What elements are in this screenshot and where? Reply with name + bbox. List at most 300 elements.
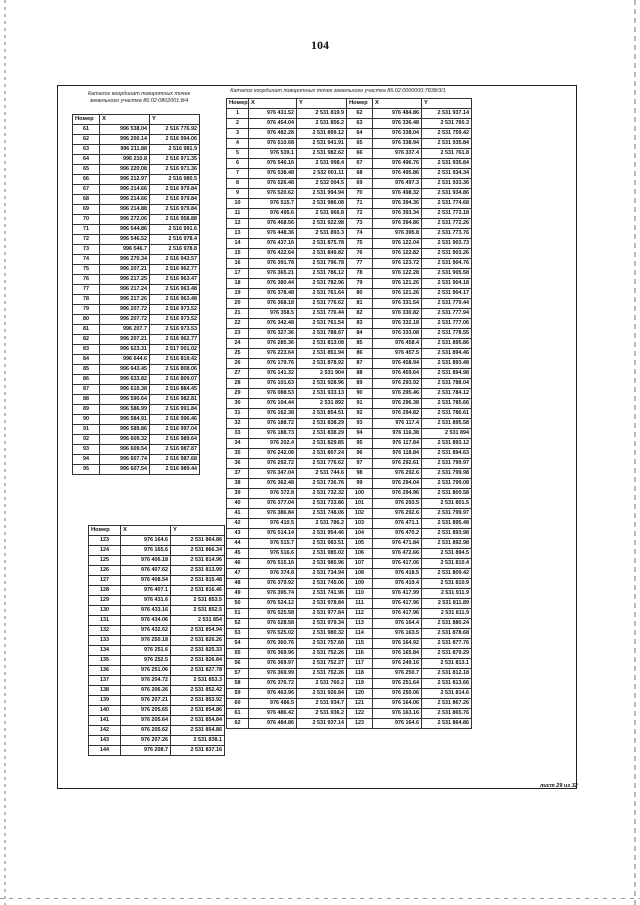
x-coordinate-cell: 976 510.68 [249,139,297,149]
point-number-cell: 8 [227,179,249,189]
column-header-x: X [100,115,150,125]
point-number-cell: 127 [89,576,121,586]
point-number-cell: 61 [73,125,100,135]
x-coordinate-cell: 976 498.32 [373,189,422,199]
table-row [227,389,347,399]
point-number-cell: 32 [227,419,249,429]
y-coordinate-cell: 2 531 903.26 [422,249,472,259]
y-coordinate-cell: 2 531 899.12 [297,129,347,139]
point-number-cell: 123 [89,536,121,546]
point-number-cell: 69 [347,179,373,189]
y-coordinate-cell: 2 516 973.52 [150,305,200,315]
point-number-cell: 78 [347,269,373,279]
table-row [227,539,347,549]
table-row [227,409,347,419]
y-coordinate-cell: 2 516 991.84 [150,405,200,415]
y-coordinate-cell: 2 516 978.4 [150,235,200,245]
y-coordinate-cell: 2 531 978.84 [297,599,347,609]
y-coordinate-cell: 2 531 741.96 [297,589,347,599]
x-coordinate-cell: 976 514.14 [249,529,297,539]
point-number-cell: 136 [89,666,121,676]
scan-edge-right [634,0,636,905]
y-coordinate-cell: 2 531 784.12 [422,389,472,399]
y-coordinate-cell: 2 531 799.08 [422,479,472,489]
y-coordinate-cell: 2 531 865.76 [422,709,472,719]
point-number-cell: 78 [73,295,100,305]
table-row [347,699,472,709]
table-row [227,529,347,539]
table-row [227,569,347,579]
point-number-cell: 73 [73,245,100,255]
y-coordinate-cell: 2 531 903.73 [422,239,472,249]
point-number-cell: 129 [89,596,121,606]
x-coordinate-cell: 976 337.4 [373,149,422,159]
point-number-cell: 51 [227,609,249,619]
point-number-cell: 99 [347,479,373,489]
y-coordinate-cell: 2 531 733.86 [297,499,347,509]
y-coordinate-cell: 2 531 732.32 [297,489,347,499]
point-number-cell: 14 [227,239,249,249]
point-number-cell: 92 [73,435,100,445]
y-coordinate-cell: 2 531 759.42 [422,129,472,139]
x-coordinate-cell: 976 294.04 [373,479,422,489]
table-row [89,556,225,566]
table-row [347,129,472,139]
y-coordinate-cell: 2 516 997.04 [150,425,200,435]
column-header-y: Y [422,99,472,109]
table-row [73,355,200,365]
point-number-cell: 77 [73,285,100,295]
point-number-cell: 1 [227,109,249,119]
x-coordinate-cell: 976 294.82 [373,409,422,419]
x-coordinate-cell: 976 207.26 [121,736,171,746]
y-coordinate-cell: 2 531 880.24 [422,619,472,629]
y-coordinate-cell: 2 531 801.5 [422,499,472,509]
y-coordinate-cell: 2 531 851.94 [297,349,347,359]
y-coordinate-cell: 2 531 796.78 [297,259,347,269]
y-coordinate-cell: 2 532 001.11 [297,169,347,179]
point-number-cell: 21 [227,309,249,319]
table-row [347,259,472,269]
table-row [347,219,472,229]
x-coordinate-cell: 976 471.1 [373,519,422,529]
table-row [227,189,347,199]
y-coordinate-cell: 2 531 838.29 [297,419,347,429]
point-number-cell: 77 [347,259,373,269]
x-coordinate-cell: 996 544.86 [100,225,150,235]
x-coordinate-cell: 976 369.97 [249,659,297,669]
y-coordinate-cell: 2 531 761.8 [422,149,472,159]
y-coordinate-cell: 2 516 958.88 [150,215,200,225]
x-coordinate-cell: 976 205.62 [121,726,171,736]
y-coordinate-cell: 2 531 837.16 [171,746,225,756]
y-coordinate-cell: 2 531 799.97 [422,459,472,469]
table-row [227,609,347,619]
x-coordinate-cell: 976 525.58 [249,609,297,619]
x-coordinate-cell: 976 118.84 [373,449,422,459]
y-coordinate-cell: 2 531 736.76 [297,479,347,489]
y-coordinate-cell: 2 516 979.84 [150,185,200,195]
table-row [227,649,347,659]
table-row [89,736,225,746]
y-coordinate-cell: 2 531 788.67 [297,329,347,339]
table-row [227,119,347,129]
y-coordinate-cell: 2 531 799.97 [422,509,472,519]
y-coordinate-cell: 2 516 819.42 [150,355,200,365]
table-row [347,479,472,489]
point-number-cell: 86 [347,349,373,359]
x-coordinate-cell: 976 205.65 [121,706,171,716]
coordinates-table-lower-left [88,525,225,756]
y-coordinate-cell: 2 516 987.87 [150,445,200,455]
x-coordinate-cell: 996 589.86 [100,425,150,435]
x-coordinate-cell: 976 164.6 [373,719,422,729]
y-coordinate-cell: 2 516 973.52 [150,315,200,325]
x-coordinate-cell: 976 526.48 [249,179,297,189]
point-number-cell: 75 [73,265,100,275]
table-row [347,359,472,369]
point-number-cell: 89 [73,405,100,415]
x-coordinate-cell: 976 165.84 [373,649,422,659]
point-number-cell: 130 [89,606,121,616]
x-coordinate-cell: 976 393.34 [373,209,422,219]
table-row [89,606,225,616]
y-coordinate-cell: 2 531 878.68 [422,629,472,639]
x-coordinate-cell: 976 188.72 [249,419,297,429]
y-coordinate-cell: 2 531 877.76 [422,639,472,649]
table-row [227,509,347,519]
y-coordinate-cell: 2 516 776.92 [150,125,200,135]
point-number-cell: 111 [347,599,373,609]
y-coordinate-cell: 2 531 829.85 [297,439,347,449]
x-coordinate-cell: 996 207.72 [100,305,150,315]
point-number-cell: 80 [73,315,100,325]
y-coordinate-cell: 2 531 878.92 [297,359,347,369]
y-coordinate-cell: 2 531 786.61 [422,409,472,419]
point-number-cell: 33 [227,429,249,439]
table-row [347,299,472,309]
x-coordinate-cell: 976 463.96 [249,689,297,699]
point-number-cell: 138 [89,686,121,696]
table-row [227,289,347,299]
x-coordinate-cell: 976 458.94 [373,359,422,369]
table-row [227,589,347,599]
table-row [89,746,225,756]
table-row [347,469,472,479]
point-number-cell: 92 [347,409,373,419]
x-coordinate-cell: 976 250.18 [121,636,171,646]
point-number-cell: 50 [227,599,249,609]
point-number-cell: 38 [227,479,249,489]
y-coordinate-cell: 2 531 776.44 [297,309,347,319]
y-coordinate-cell: 2 516 963.47 [150,275,200,285]
point-number-cell: 37 [227,469,249,479]
point-number-cell: 43 [227,529,249,539]
x-coordinate-cell: 976 374.8 [249,569,297,579]
table-row [227,469,347,479]
point-number-cell: 16 [227,259,249,269]
x-coordinate-cell: 976 408.54 [121,576,171,586]
table-row [347,229,472,239]
x-coordinate-cell: 996 546.52 [100,235,150,245]
point-number-cell: 70 [73,215,100,225]
y-coordinate-cell: 2 531 825.33 [171,646,225,656]
y-coordinate-cell: 2 531 788.04 [422,379,472,389]
y-coordinate-cell: 2 516 808.06 [150,365,200,375]
table-row [227,619,347,629]
table-row [73,145,200,155]
point-number-cell: 88 [73,395,100,405]
x-coordinate-cell: 976 342.48 [249,319,297,329]
point-number-cell: 61 [227,709,249,719]
point-number-cell: 106 [347,549,373,559]
point-number-cell: 4 [227,139,249,149]
y-coordinate-cell: 2 531 864.86 [171,536,225,546]
table-row [227,439,347,449]
y-coordinate-cell: 2 531 761.54 [297,319,347,329]
y-coordinate-cell: 2 516 994.06 [150,135,200,145]
table-row [347,659,472,669]
point-number-cell: 57 [227,669,249,679]
table-row [227,579,347,589]
point-number-cell: 3 [227,129,249,139]
point-number-cell: 81 [73,325,100,335]
point-number-cell: 58 [227,679,249,689]
point-number-cell: 83 [73,345,100,355]
x-coordinate-cell: 976 486.5 [249,699,297,709]
y-coordinate-cell: 2 531 856.2 [297,119,347,129]
x-coordinate-cell: 976 251.6 [121,646,171,656]
x-coordinate-cell: 976 520.62 [249,189,297,199]
x-coordinate-cell: 976 468.56 [249,219,297,229]
table-row [89,706,225,716]
table-row [89,656,225,666]
y-coordinate-cell: 2 531 779.44 [422,299,472,309]
x-coordinate-cell: 976 104.44 [249,399,297,409]
y-coordinate-cell: 2 531 894.98 [422,369,472,379]
table-row [347,149,472,159]
y-coordinate-cell: 2 531 776.62 [297,459,347,469]
page-number: 104 [311,38,329,52]
table-row [347,349,472,359]
x-coordinate-cell: 996 217.25 [100,275,150,285]
point-number-cell: 107 [347,559,373,569]
table-row [347,599,472,609]
x-coordinate-cell: 996 610.38 [100,385,150,395]
point-number-cell: 84 [73,355,100,365]
x-coordinate-cell: 976 164.92 [373,639,422,649]
y-coordinate-cell: 2 516 943.57 [150,255,200,265]
table-row [73,385,200,395]
point-number-cell: 100 [347,489,373,499]
y-coordinate-cell: 2 531 785.66 [422,399,472,409]
y-coordinate-cell: 2 531 760.3 [422,119,472,129]
table-row [347,339,472,349]
y-coordinate-cell: 2 531 838.1 [171,736,225,746]
table-row [89,616,225,626]
table-row [89,696,225,706]
table-row [227,549,347,559]
point-number-cell: 87 [347,359,373,369]
point-number-cell: 35 [227,449,249,459]
y-coordinate-cell: 2 531 745.06 [297,579,347,589]
y-coordinate-cell: 2 531 867.26 [422,699,472,709]
y-coordinate-cell: 2 531 826.84 [171,656,225,666]
x-coordinate-cell: 996 200.14 [100,135,150,145]
point-number-cell: 105 [347,539,373,549]
table-row [347,639,472,649]
x-coordinate-cell: 976 433.16 [121,606,171,616]
x-coordinate-cell: 976 250.7 [373,669,422,679]
y-coordinate-cell: 2 531 814.96 [171,556,225,566]
point-number-cell: 41 [227,509,249,519]
y-coordinate-cell: 2 531 854.86 [171,726,225,736]
y-coordinate-cell: 2 531 893.12 [422,439,472,449]
table-row [73,425,200,435]
y-coordinate-cell: 2 531 853.5 [171,596,225,606]
x-coordinate-cell: 976 484.86 [373,109,422,119]
x-coordinate-cell: 996 212.97 [100,175,150,185]
point-number-cell: 7 [227,169,249,179]
x-coordinate-cell: 976 539.1 [249,149,297,159]
scan-edge-bottom [0,898,640,899]
point-number-cell: 72 [347,209,373,219]
y-coordinate-cell: 2 531 933.36 [422,179,472,189]
y-coordinate-cell: 2 531 773.76 [422,229,472,239]
table-row [227,449,347,459]
point-number-cell: 15 [227,249,249,259]
y-coordinate-cell: 2 531 854.86 [171,706,225,716]
y-coordinate-cell: 2 531 809.42 [422,569,472,579]
x-coordinate-cell: 976 295.46 [373,389,422,399]
x-coordinate-cell: 976 369.96 [249,649,297,659]
table-row [73,315,200,325]
y-coordinate-cell: 2 531 934.7 [297,699,347,709]
x-coordinate-cell: 976 206.26 [121,686,171,696]
point-number-cell: 63 [73,145,100,155]
point-number-cell: 116 [347,649,373,659]
table-row [73,135,200,145]
y-coordinate-cell: 2 531 752.26 [297,669,347,679]
y-coordinate-cell: 2 516 809.07 [150,375,200,385]
y-coordinate-cell: 2 531 777.94 [422,309,472,319]
x-coordinate-cell: 976 121.26 [373,289,422,299]
y-coordinate-cell: 2 531 904.17 [422,289,472,299]
x-coordinate-cell: 976 249.16 [373,659,422,669]
x-coordinate-cell: 976 208.7 [121,746,171,756]
table-row [347,499,472,509]
table-row [73,195,200,205]
point-number-cell: 66 [347,149,373,159]
x-coordinate-cell: 996 609.32 [100,435,150,445]
table-row [73,375,200,385]
y-coordinate-cell: 2 531 813.66 [422,679,472,689]
y-coordinate-cell: 2 531 986.08 [297,199,347,209]
y-coordinate-cell: 2 531 800.58 [422,489,472,499]
x-coordinate-cell: 976 292.6 [373,469,422,479]
x-coordinate-cell: 996 217.26 [100,295,150,305]
point-number-cell: 13 [227,229,249,239]
y-coordinate-cell: 2 531 854.51 [297,409,347,419]
point-number-cell: 144 [89,746,121,756]
point-number-cell: 65 [73,165,100,175]
point-number-cell: 67 [347,159,373,169]
point-number-cell: 81 [347,299,373,309]
table-row [347,389,472,399]
y-coordinate-cell: 2 531 744.6 [297,469,347,479]
table-row [227,479,347,489]
x-coordinate-cell: 976 379.92 [249,579,297,589]
y-coordinate-cell: 2 516 963.48 [150,285,200,295]
y-coordinate-cell: 2 517 001.02 [150,345,200,355]
y-coordinate-cell: 2 531 799.98 [422,469,472,479]
table-row [227,299,347,309]
x-coordinate-cell: 996 538.04 [100,125,150,135]
x-coordinate-cell: 976 292.61 [373,459,422,469]
column-header-x: X [249,99,297,109]
y-coordinate-cell: 2 516 971.35 [150,155,200,165]
table-row [347,619,472,629]
point-number-cell: 5 [227,149,249,159]
x-coordinate-cell: 976 432.62 [121,626,171,636]
x-coordinate-cell: 976 293.5 [373,499,422,509]
table-row [227,689,347,699]
x-coordinate-cell: 976 472.66 [373,549,422,559]
point-number-cell: 108 [347,569,373,579]
y-coordinate-cell: 2 531 852.5 [171,606,225,616]
x-coordinate-cell: 996 633.82 [100,375,150,385]
x-coordinate-cell: 976 204.72 [121,676,171,686]
point-number-cell: 134 [89,646,121,656]
table-row [89,546,225,556]
y-coordinate-cell: 2 531 773.18 [422,209,472,219]
table-row [227,109,347,119]
y-coordinate-cell: 2 531 864.86 [422,719,472,729]
table-row [73,305,200,315]
y-coordinate-cell: 2 531 941.91 [297,139,347,149]
table-row [347,179,472,189]
x-coordinate-cell: 976 251.06 [121,666,171,676]
table-row [347,249,472,259]
point-number-cell: 85 [347,339,373,349]
x-coordinate-cell: 976 123.72 [373,259,422,269]
y-coordinate-cell: 2 531 760.2 [297,679,347,689]
y-coordinate-cell: 2 531 979.34 [297,619,347,629]
x-coordinate-cell: 976 333.08 [373,329,422,339]
y-coordinate-cell: 2 531 933.13 [297,389,347,399]
table-row [73,215,200,225]
point-number-cell: 115 [347,639,373,649]
x-coordinate-cell: 976 391.78 [249,259,297,269]
y-coordinate-cell: 2 531 928.96 [297,379,347,389]
table-row [347,119,472,129]
point-number-cell: 113 [347,619,373,629]
y-coordinate-cell: 2 531 814.6 [422,689,472,699]
y-coordinate-cell: 2 531 904.76 [422,259,472,269]
table-row [73,255,200,265]
y-coordinate-cell: 2 516 989.64 [150,435,200,445]
table-row [347,549,472,559]
y-coordinate-cell: 2 531 894.46 [422,349,472,359]
x-coordinate-cell: 976 515.16 [249,559,297,569]
y-coordinate-cell: 2 516 979.84 [150,195,200,205]
y-coordinate-cell: 2 531 811.89 [422,599,472,609]
x-coordinate-cell: 976 546.16 [249,159,297,169]
point-number-cell: 119 [347,679,373,689]
y-coordinate-cell: 2 531 985.96 [297,559,347,569]
x-coordinate-cell: 976 495.6 [249,209,297,219]
point-number-cell: 65 [347,139,373,149]
